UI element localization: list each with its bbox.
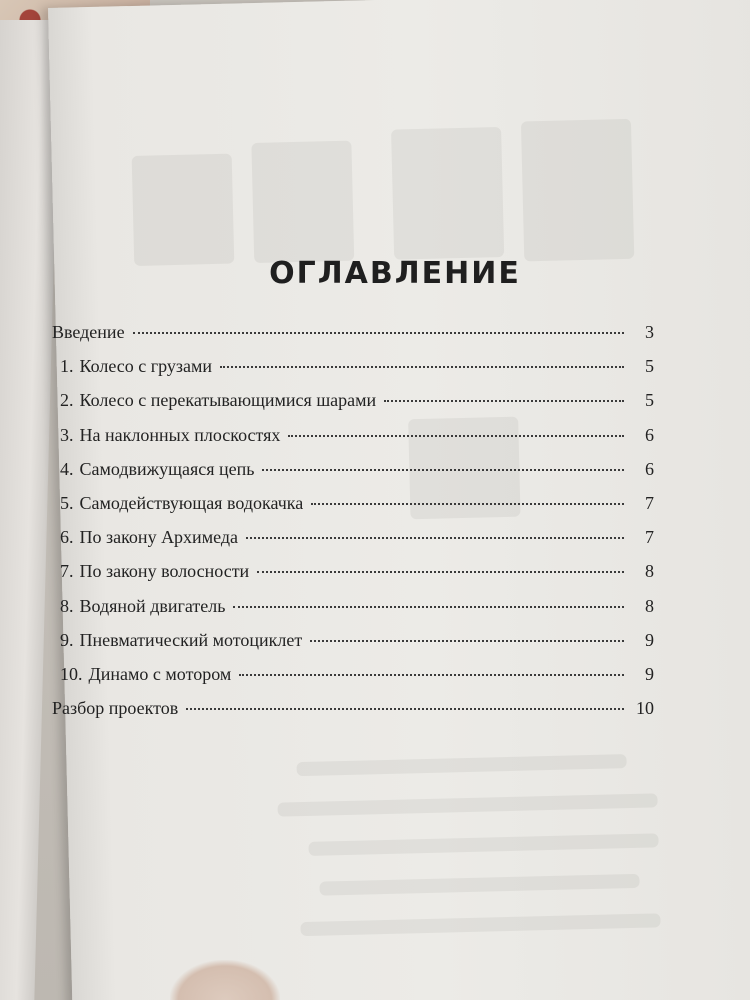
toc-entry-label xyxy=(52,390,376,411)
toc-entry-label xyxy=(52,527,238,548)
toc-leader-dots xyxy=(262,469,624,471)
toc-leader-dots xyxy=(257,571,624,573)
toc-entry-text: По закону волосности xyxy=(79,561,250,582)
toc-entry-page: 8 xyxy=(645,595,654,616)
toc-entry-number: 1. xyxy=(60,356,74,377)
toc-leader-dots xyxy=(384,400,624,402)
toc-entry-label xyxy=(52,698,178,719)
toc-entry-text: На наклонных плоскостях xyxy=(79,424,281,445)
toc-entry xyxy=(52,493,654,527)
toc-entry xyxy=(52,425,654,459)
show-through-line xyxy=(308,833,658,856)
toc-entry-text: Динамо с мотором xyxy=(88,663,232,684)
toc-entry xyxy=(52,459,654,493)
toc-entry-page: 7 xyxy=(645,492,654,513)
toc-entry xyxy=(52,356,654,390)
toc-title: ОГЛАВЛЕНИЕ xyxy=(269,256,521,291)
toc-leader-dots xyxy=(310,640,624,642)
toc-entry-text: Колесо с грузами xyxy=(79,356,213,377)
toc-entry-text: По закону Архимеда xyxy=(79,527,238,548)
toc-leader-dots xyxy=(239,674,624,676)
show-through-line xyxy=(277,793,657,816)
toc-entry-page: 9 xyxy=(645,663,654,684)
show-through-cover xyxy=(391,127,504,260)
toc-entry-label xyxy=(52,356,212,377)
toc-leader-dots xyxy=(186,708,624,710)
show-through-cover xyxy=(132,154,235,266)
toc-entry xyxy=(52,664,654,698)
toc-entry-label xyxy=(52,630,302,651)
toc-entry-number: 5. xyxy=(60,492,74,513)
show-through-line xyxy=(300,913,660,936)
toc-leader-dots xyxy=(233,606,624,608)
toc-entry-page: 5 xyxy=(645,356,654,377)
toc-entry xyxy=(52,630,654,664)
toc-entry-label xyxy=(52,459,254,480)
toc-entry-number: 8. xyxy=(60,595,74,616)
toc-leader-dots xyxy=(288,435,624,437)
show-through-line xyxy=(319,874,639,896)
show-through-cover xyxy=(521,119,634,262)
toc-entry-text: Введение xyxy=(52,322,125,342)
toc-entry-text: Колесо с перекатывающимися шарами xyxy=(79,390,377,411)
toc-entry xyxy=(52,527,654,561)
toc-entry xyxy=(52,561,654,595)
toc-entry-number: 7. xyxy=(60,561,74,582)
toc-entry-label xyxy=(52,664,231,685)
toc-entry-text: Разбор проектов xyxy=(52,698,179,719)
toc-entry xyxy=(52,322,654,356)
toc-entry-page: 10 xyxy=(636,698,654,719)
toc-entry-text: Водяной двигатель xyxy=(79,595,226,616)
toc-entry-label xyxy=(52,493,303,514)
toc-entry-number: 10. xyxy=(60,663,83,684)
toc-leader-dots xyxy=(311,503,624,505)
toc-entry-number: 2. xyxy=(60,390,74,411)
toc-entry-page: 5 xyxy=(645,390,654,411)
show-through-cover xyxy=(251,141,354,263)
toc-entry-page: 6 xyxy=(645,424,654,445)
toc-entry xyxy=(52,596,654,630)
toc-entry-page: 7 xyxy=(645,527,654,548)
toc-entry xyxy=(52,698,654,732)
toc-entry xyxy=(52,390,654,424)
toc-entry-number: 9. xyxy=(60,629,74,650)
toc-entry-number: 6. xyxy=(60,527,74,548)
toc-leader-dots xyxy=(220,366,624,368)
toc-entry-page: 6 xyxy=(645,458,654,479)
toc-entry-label xyxy=(52,561,249,582)
finger-tip xyxy=(170,960,280,1000)
toc-entry-number: 3. xyxy=(60,424,74,445)
toc-entry-page: 3 xyxy=(645,322,654,342)
toc-list xyxy=(52,322,654,732)
toc-entry-label xyxy=(52,596,225,617)
toc-entry-page: 8 xyxy=(645,561,654,582)
toc-entry-number: 4. xyxy=(60,458,74,479)
show-through-line xyxy=(296,754,626,776)
toc-entry-label xyxy=(52,425,280,446)
toc-entry-text: Самодействующая водокачка xyxy=(79,492,304,513)
toc-entry-text: Пневматический мотоциклет xyxy=(79,629,303,650)
toc-leader-dots xyxy=(133,332,624,334)
toc-entry-page: 9 xyxy=(645,629,654,650)
toc-entry-text: Самодвижущаяся цепь xyxy=(79,458,255,479)
toc-leader-dots xyxy=(246,537,624,539)
toc-entry-label xyxy=(52,322,125,343)
